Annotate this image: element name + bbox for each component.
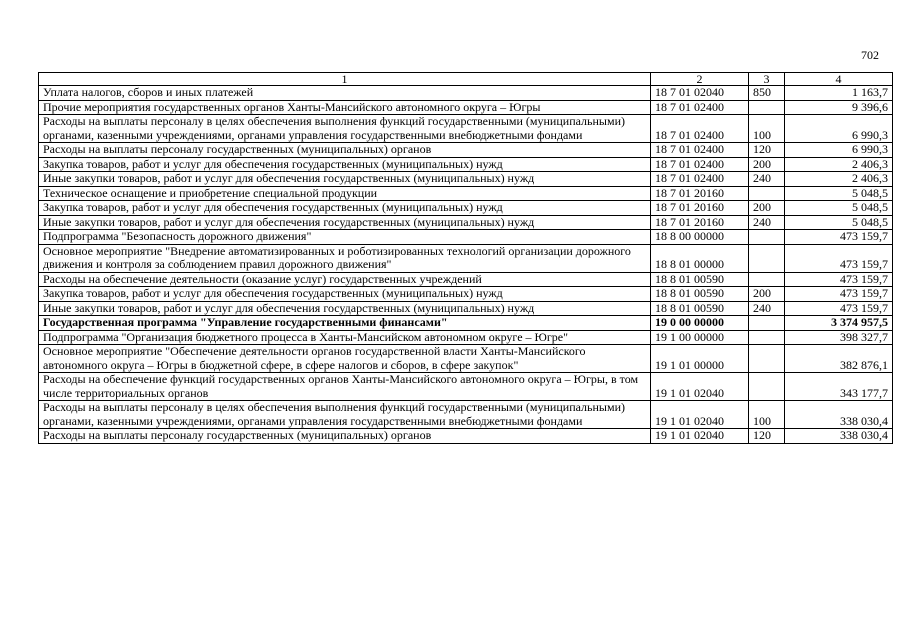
table-row bbox=[39, 345, 893, 373]
row-code-cell: 18 7 01 02040 bbox=[651, 86, 749, 101]
row-code-cell: 18 7 01 20160 bbox=[651, 186, 749, 201]
table-row bbox=[39, 429, 893, 444]
row-type-cell bbox=[749, 186, 785, 201]
row-type-cell: 240 bbox=[749, 301, 785, 316]
row-code-cell: 19 1 01 02040 bbox=[651, 373, 749, 401]
row-name-cell: Расходы на обеспечение деятельности (оказание услуг) государственных учреждений bbox=[39, 272, 651, 287]
table-row bbox=[39, 287, 893, 302]
row-type-cell bbox=[749, 330, 785, 345]
table-row bbox=[39, 157, 893, 172]
table-row bbox=[39, 373, 893, 401]
row-code-cell: 18 7 01 20160 bbox=[651, 215, 749, 230]
row-name-cell: Подпрограмма "Безопасность дорожного движения" bbox=[39, 230, 651, 245]
table-row bbox=[39, 272, 893, 287]
table-row bbox=[39, 330, 893, 345]
row-sum-cell: 473 159,7 bbox=[785, 287, 893, 302]
table-row bbox=[39, 115, 893, 143]
table-row bbox=[39, 215, 893, 230]
row-sum-cell: 473 159,7 bbox=[785, 272, 893, 287]
table-row bbox=[39, 201, 893, 216]
header-row bbox=[39, 73, 893, 86]
row-type-cell: 100 bbox=[749, 401, 785, 429]
row-type-cell bbox=[749, 316, 785, 331]
table-row bbox=[39, 244, 893, 272]
table-row bbox=[39, 316, 893, 331]
row-name-cell: Основное мероприятие "Внедрение автоматизированных и роботизированных технологий организации дорожного движения и контроля за соблюдением правил дорожного движения" bbox=[39, 244, 651, 272]
row-sum-cell: 473 159,7 bbox=[785, 244, 893, 272]
row-type-cell: 240 bbox=[749, 172, 785, 187]
row-code-cell: 19 0 00 00000 bbox=[651, 316, 749, 331]
row-type-cell: 240 bbox=[749, 215, 785, 230]
row-name-cell: Иные закупки товаров, работ и услуг для обеспечения государственных (муниципальных) нужд bbox=[39, 301, 651, 316]
row-name-cell: Техническое оснащение и приобретение специальной продукции bbox=[39, 186, 651, 201]
row-type-cell: 850 bbox=[749, 86, 785, 101]
table-body bbox=[39, 86, 893, 444]
row-name-cell: Иные закупки товаров, работ и услуг для обеспечения государственных (муниципальных) нужд bbox=[39, 172, 651, 187]
row-sum-cell: 398 327,7 bbox=[785, 330, 893, 345]
row-name-cell: Подпрограмма "Организация бюджетного процесса в Ханты-Мансийском автономном округе – Югре" bbox=[39, 330, 651, 345]
page-number: 702 bbox=[861, 48, 879, 62]
row-name-cell: Расходы на выплаты персоналу государственных (муниципальных) органов bbox=[39, 143, 651, 158]
row-name-cell: Расходы на обеспечение функций государственных органов Ханты-Мансийского автономного округа – Югры, в том числе территориальных органов bbox=[39, 373, 651, 401]
row-code-cell: 19 1 01 02040 bbox=[651, 429, 749, 444]
row-sum-cell: 6 990,3 bbox=[785, 115, 893, 143]
row-name-cell: Государственная программа "Управление государственными финансами" bbox=[39, 316, 651, 331]
row-type-cell: 200 bbox=[749, 287, 785, 302]
table-row bbox=[39, 100, 893, 115]
row-sum-cell: 2 406,3 bbox=[785, 172, 893, 187]
table-row bbox=[39, 301, 893, 316]
table-row bbox=[39, 143, 893, 158]
row-type-cell bbox=[749, 272, 785, 287]
table-row bbox=[39, 230, 893, 245]
row-type-cell bbox=[749, 100, 785, 115]
row-name-cell: Закупка товаров, работ и услуг для обеспечения государственных (муниципальных) нужд bbox=[39, 157, 651, 172]
table-row bbox=[39, 86, 893, 101]
row-sum-cell: 2 406,3 bbox=[785, 157, 893, 172]
row-type-cell: 200 bbox=[749, 201, 785, 216]
row-code-cell: 18 7 01 02400 bbox=[651, 143, 749, 158]
header-col-4: 4 bbox=[785, 73, 893, 86]
table-row bbox=[39, 186, 893, 201]
header-col-2: 2 bbox=[651, 73, 749, 86]
row-code-cell: 19 1 01 00000 bbox=[651, 345, 749, 373]
row-name-cell: Закупка товаров, работ и услуг для обеспечения государственных (муниципальных) нужд bbox=[39, 287, 651, 302]
row-code-cell: 18 8 00 00000 bbox=[651, 230, 749, 245]
row-sum-cell: 9 396,6 bbox=[785, 100, 893, 115]
row-type-cell: 120 bbox=[749, 429, 785, 444]
row-type-cell bbox=[749, 244, 785, 272]
row-sum-cell: 3 374 957,5 bbox=[785, 316, 893, 331]
row-type-cell bbox=[749, 345, 785, 373]
row-name-cell: Расходы на выплаты персоналу в целях обеспечения выполнения функций государственными (муниципальными) органами, казенными учреждениями, органами управления государственными внебюджетными фондами bbox=[39, 115, 651, 143]
row-name-cell: Расходы на выплаты персоналу государственных (муниципальных) органов bbox=[39, 429, 651, 444]
row-sum-cell: 473 159,7 bbox=[785, 230, 893, 245]
row-sum-cell: 473 159,7 bbox=[785, 301, 893, 316]
table-header bbox=[39, 73, 893, 86]
row-sum-cell: 343 177,7 bbox=[785, 373, 893, 401]
row-type-cell: 100 bbox=[749, 115, 785, 143]
row-code-cell: 18 8 01 00000 bbox=[651, 244, 749, 272]
row-code-cell: 19 1 01 02040 bbox=[651, 401, 749, 429]
row-sum-cell: 382 876,1 bbox=[785, 345, 893, 373]
row-code-cell: 18 8 01 00590 bbox=[651, 287, 749, 302]
row-code-cell: 18 7 01 02400 bbox=[651, 172, 749, 187]
row-code-cell: 18 7 01 20160 bbox=[651, 201, 749, 216]
row-code-cell: 18 7 01 02400 bbox=[651, 115, 749, 143]
row-code-cell: 18 8 01 00590 bbox=[651, 272, 749, 287]
row-type-cell: 200 bbox=[749, 157, 785, 172]
row-type-cell bbox=[749, 373, 785, 401]
row-name-cell: Закупка товаров, работ и услуг для обеспечения государственных (муниципальных) нужд bbox=[39, 201, 651, 216]
row-code-cell: 18 7 01 02400 bbox=[651, 157, 749, 172]
row-name-cell: Прочие мероприятия государственных органов Ханты-Мансийского автономного округа – Югры bbox=[39, 100, 651, 115]
row-name-cell: Уплата налогов, сборов и иных платежей bbox=[39, 86, 651, 101]
row-code-cell: 18 7 01 02400 bbox=[651, 100, 749, 115]
row-sum-cell: 338 030,4 bbox=[785, 401, 893, 429]
row-name-cell: Основное мероприятие "Обеспечение деятельности органов государственной власти Ханты-Мансийского автономного округа – Югры в бюджетной сфере, в сфере налогов и сборов, в сфере закупок" bbox=[39, 345, 651, 373]
row-name-cell: Иные закупки товаров, работ и услуг для обеспечения государственных (муниципальных) нужд bbox=[39, 215, 651, 230]
table-row bbox=[39, 401, 893, 429]
row-sum-cell: 6 990,3 bbox=[785, 143, 893, 158]
row-sum-cell: 5 048,5 bbox=[785, 186, 893, 201]
row-sum-cell: 5 048,5 bbox=[785, 201, 893, 216]
table-row bbox=[39, 172, 893, 187]
row-sum-cell: 5 048,5 bbox=[785, 215, 893, 230]
row-code-cell: 19 1 00 00000 bbox=[651, 330, 749, 345]
row-type-cell bbox=[749, 230, 785, 245]
row-code-cell: 18 8 01 00590 bbox=[651, 301, 749, 316]
header-col-3: 3 bbox=[749, 73, 785, 86]
row-type-cell: 120 bbox=[749, 143, 785, 158]
budget-table bbox=[38, 72, 893, 444]
header-col-1: 1 bbox=[39, 73, 651, 86]
row-sum-cell: 1 163,7 bbox=[785, 86, 893, 101]
row-name-cell: Расходы на выплаты персоналу в целях обеспечения выполнения функций государственными (муниципальными) органами, казенными учреждениями, органами управления государственными внебюджетными фондами bbox=[39, 401, 651, 429]
row-sum-cell: 338 030,4 bbox=[785, 429, 893, 444]
